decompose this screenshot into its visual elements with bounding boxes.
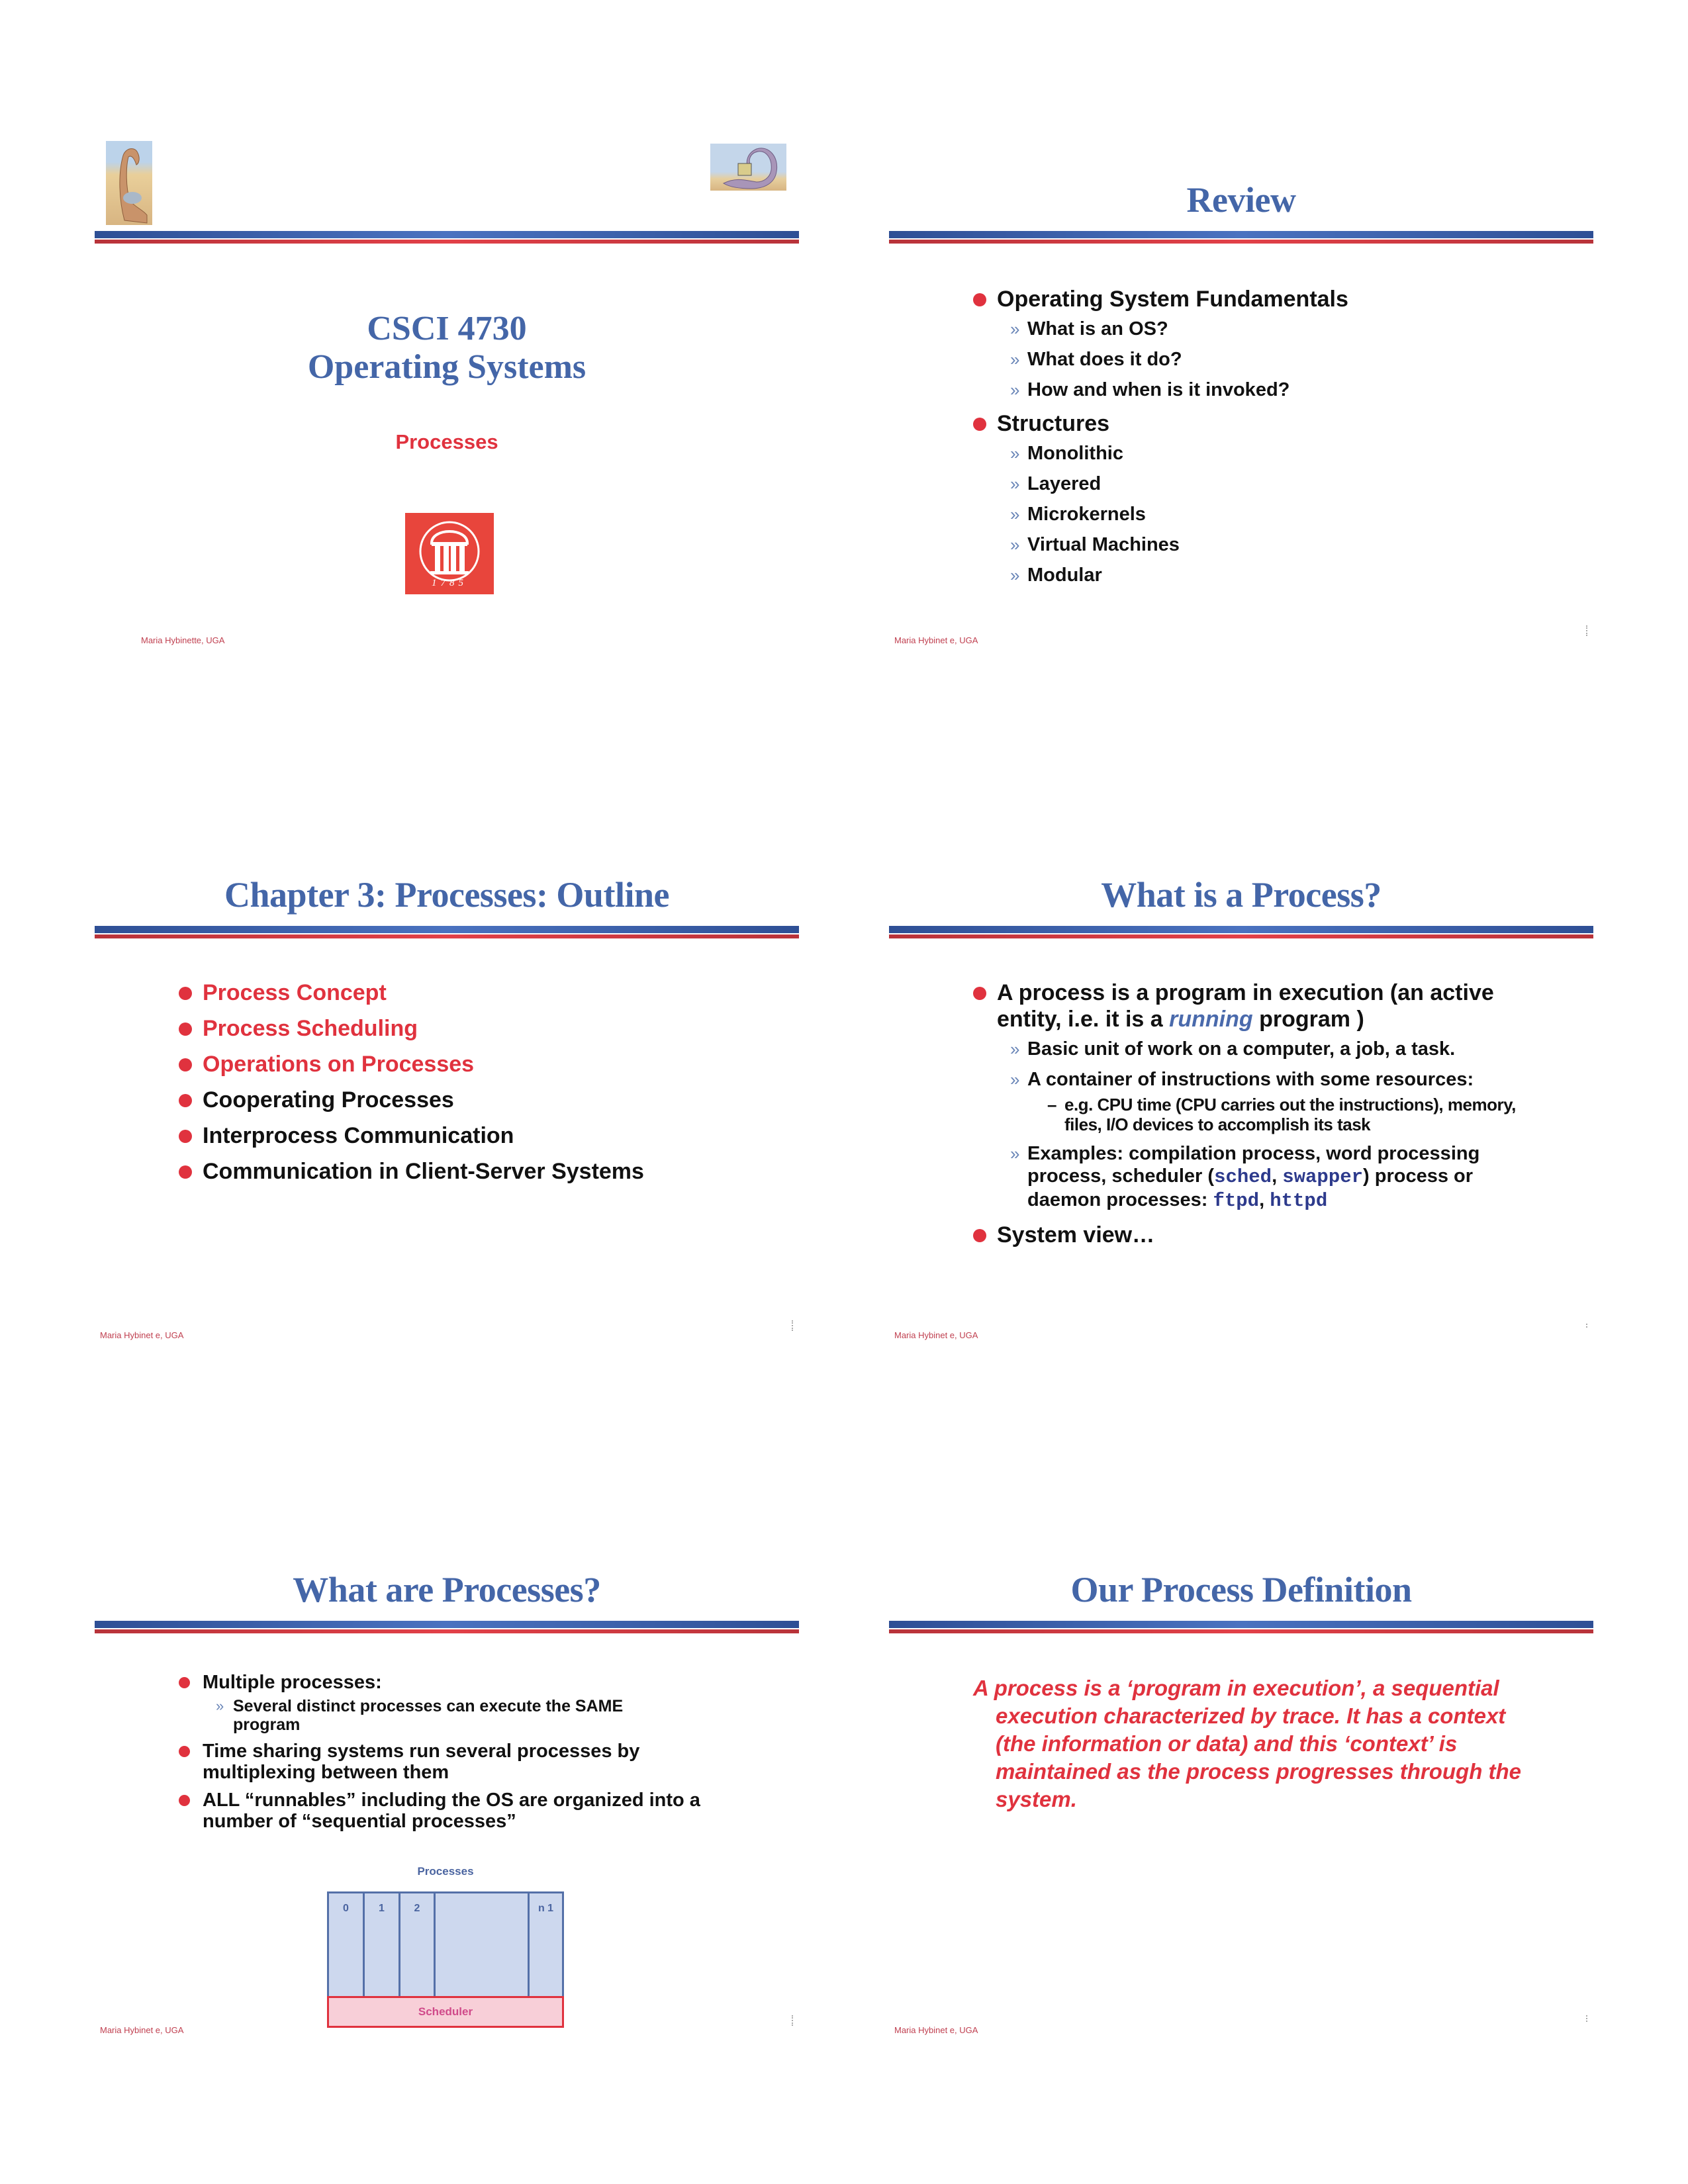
- header-rule-blue: [95, 1621, 799, 1628]
- chevron-right-icon: »: [1010, 1144, 1020, 1163]
- outline-item-process-scheduling: Process Scheduling: [179, 1015, 644, 1042]
- dash-icon: –: [1047, 1095, 1056, 1115]
- page-number-mark: [792, 2015, 795, 2026]
- bullet-dot-icon: [973, 293, 986, 306]
- sub-bullet: » Basic unit of work on a computer, a job, a task.: [1010, 1038, 1456, 1060]
- bullet-dot-icon: [179, 1058, 192, 1071]
- subtitle: Processes: [395, 430, 498, 453]
- bullet-dot-icon: [179, 1130, 192, 1143]
- sub-bullet: » Modular: [1010, 565, 1102, 586]
- footer-author: Maria Hybinet e, UGA: [894, 2025, 978, 2035]
- chevron-right-icon: »: [1010, 535, 1020, 555]
- scheduler-box: Scheduler: [327, 1996, 564, 2028]
- bullet-dot-icon: [179, 1094, 192, 1107]
- chevron-right-icon: »: [1010, 1039, 1020, 1059]
- outline-item-operations: Operations on Processes: [179, 1051, 644, 1077]
- slide-title: Chapter 3: Processes: Outline: [224, 875, 669, 915]
- footer-author: Maria Hybinet e, UGA: [100, 1330, 184, 1340]
- header-rule-blue: [95, 231, 799, 238]
- bullet-dot-icon: [179, 987, 192, 1000]
- chevron-right-icon: »: [1010, 443, 1020, 463]
- header-rule-red: [889, 1629, 1593, 1633]
- page-number-mark: [1586, 625, 1589, 636]
- outline-item-cooperating: Cooperating Processes: [179, 1087, 644, 1113]
- sub-bullet: » Examples: compilation process, word processing process, scheduler (sched, swapper) process or daemon processes: ftpd, httpd: [1010, 1143, 1480, 1212]
- header-rule-red: [95, 934, 799, 938]
- slide-title: [95, 132, 799, 728]
- diagram-label: Processes: [417, 1865, 474, 1878]
- page-number-mark: [1586, 1324, 1589, 1328]
- slide-what-is-process: [889, 827, 1593, 1423]
- bullet-list: [973, 979, 1516, 1257]
- chevron-right-icon: »: [1010, 504, 1020, 524]
- header-rule-red: [889, 934, 1593, 938]
- chevron-right-icon: »: [1010, 319, 1020, 339]
- chevron-right-icon: »: [1010, 380, 1020, 400]
- outline-list: [179, 979, 644, 1194]
- slide-title: What is a Process?: [1101, 875, 1382, 915]
- outline-item-process-concept: Process Concept: [179, 979, 644, 1006]
- bullet-dot-icon: [973, 1229, 986, 1242]
- page-number-mark: [792, 1320, 795, 1331]
- bullet-item: Multiple processes: » Several distinct processes can execute the SAME program: [179, 1672, 708, 1734]
- sub-bullet: » Virtual Machines: [1010, 534, 1180, 555]
- process-columns: [327, 1891, 564, 2001]
- logo-year: 1785: [432, 578, 467, 588]
- header-rule-blue: [889, 231, 1593, 238]
- header-rule-red: [95, 1629, 799, 1633]
- chevron-right-icon: »: [1010, 1069, 1020, 1089]
- sub-bullet: » Monolithic: [1010, 443, 1123, 464]
- sub-bullet: » What is an OS?: [1010, 318, 1168, 340]
- slide-outline: [95, 827, 799, 1423]
- process-column: 2: [400, 1893, 436, 1999]
- header-rule-red: [889, 240, 1593, 244]
- footer-author: Maria Hybinet e, UGA: [100, 2025, 184, 2035]
- slide-what-are-processes: [95, 1522, 799, 2118]
- footer-author: Maria Hybinet e, UGA: [894, 1330, 978, 1340]
- chevron-right-icon: »: [216, 1698, 224, 1714]
- slide-review: [889, 132, 1593, 728]
- bullet-item: Time sharing systems run several processes by multiplexing between them: [179, 1741, 708, 1783]
- bullet-dot-icon: [973, 418, 986, 431]
- uga-logo: [405, 513, 494, 594]
- slide-title: Review: [1186, 180, 1296, 220]
- sub-sub-bullet: – e.g. CPU time (CPU carries out the instructions), memory, files, I/O devices to accomplish its task: [1047, 1095, 1516, 1134]
- footer-author: Maria Hybinet e, UGA: [894, 635, 978, 645]
- slide-process-definition: [889, 1522, 1593, 2118]
- dinosaur-laptop-image: [710, 144, 786, 191]
- definition-text: A process is a ‘program in execution’, a sequential execution characterized by trace. It has a context (the information or data) and this ‘context’ is maintained as the process progresses through the system.: [973, 1676, 1522, 1811]
- sub-bullet: » Microkernels: [1010, 504, 1146, 525]
- header-rule-red: [95, 240, 799, 244]
- sub-bullet: » How and when is it invoked?: [1010, 379, 1290, 400]
- page-number-mark: [1586, 2015, 1589, 2022]
- outline-item-client-server: Communication in Client-Server Systems: [179, 1158, 644, 1185]
- code-swapper: swapper: [1282, 1166, 1364, 1188]
- code-httpd: httpd: [1270, 1190, 1328, 1212]
- slide-title: Our Process Definition: [1070, 1570, 1412, 1610]
- bullet-item: Operating System Fundamentals » What is an OS? » What does it do? » How and when is it invoked?: [973, 286, 1348, 401]
- slide-title: What are Processes?: [293, 1570, 601, 1610]
- header-rule-blue: [889, 926, 1593, 933]
- bullet-dot-icon: [179, 1023, 192, 1036]
- course-title: [95, 310, 799, 387]
- sub-bullet: » Layered: [1010, 473, 1102, 494]
- code-sched: sched: [1214, 1166, 1272, 1188]
- course-name: Operating Systems: [307, 348, 586, 386]
- process-column: 0: [329, 1893, 365, 1999]
- dinosaur-reading-image: [106, 141, 152, 225]
- bullet-dot-icon: [179, 1746, 190, 1757]
- process-column: [436, 1893, 530, 1999]
- chevron-right-icon: »: [1010, 349, 1020, 369]
- bullet-dot-icon: [179, 1165, 192, 1179]
- process-diagram: [327, 1865, 564, 2028]
- header-rule-blue: [889, 1621, 1593, 1628]
- code-ftpd: ftpd: [1213, 1190, 1260, 1212]
- bullet-dot-icon: [973, 987, 986, 1000]
- header-rule-blue: [95, 926, 799, 933]
- sub-bullet: » Several distinct processes can execute the SAME program: [216, 1697, 624, 1734]
- bullet-list: [179, 1672, 708, 1841]
- bullet-item: Structures » Monolithic » Layered » Microkernels » Virtual Machines » Modular: [973, 410, 1348, 586]
- emphasis-running: running: [1169, 1007, 1253, 1032]
- bullet-item: System view…: [973, 1222, 1516, 1248]
- process-column: 1: [365, 1893, 400, 1999]
- chevron-right-icon: »: [1010, 565, 1020, 585]
- sub-bullet: » What does it do?: [1010, 349, 1182, 370]
- sub-bullet: » A container of instructions with some resources: – e.g. CPU time (CPU carries out the instructions), memory, files, I/O devices to accomplish its task: [1010, 1069, 1516, 1134]
- process-column: n 1: [538, 1903, 554, 1914]
- chevron-right-icon: »: [1010, 474, 1020, 494]
- bullet-item: A process is a program in execution (an active entity, i.e. it is a running program ) » Basic unit of work on a computer, a job, a task. » A container of instructions with some resources: – e.g. CPU time (CPU carries out the instructions), memory, files, I/O devices to accomplish its task » Examples: compilation process, word processing process, scheduler (sched, swapper) process or daemon processes: ftpd, httpd: [973, 979, 1516, 1212]
- footer-author: Maria Hybinette, UGA: [141, 635, 225, 645]
- outline-item-ipc: Interprocess Communication: [179, 1122, 644, 1149]
- course-number: CSCI 4730: [367, 310, 527, 347]
- bullet-list: [973, 286, 1348, 596]
- bullet-dot-icon: [179, 1677, 190, 1688]
- bullet-dot-icon: [179, 1795, 190, 1806]
- bullet-item: ALL “runnables” including the OS are organized into a number of “sequential processes”: [179, 1790, 708, 1832]
